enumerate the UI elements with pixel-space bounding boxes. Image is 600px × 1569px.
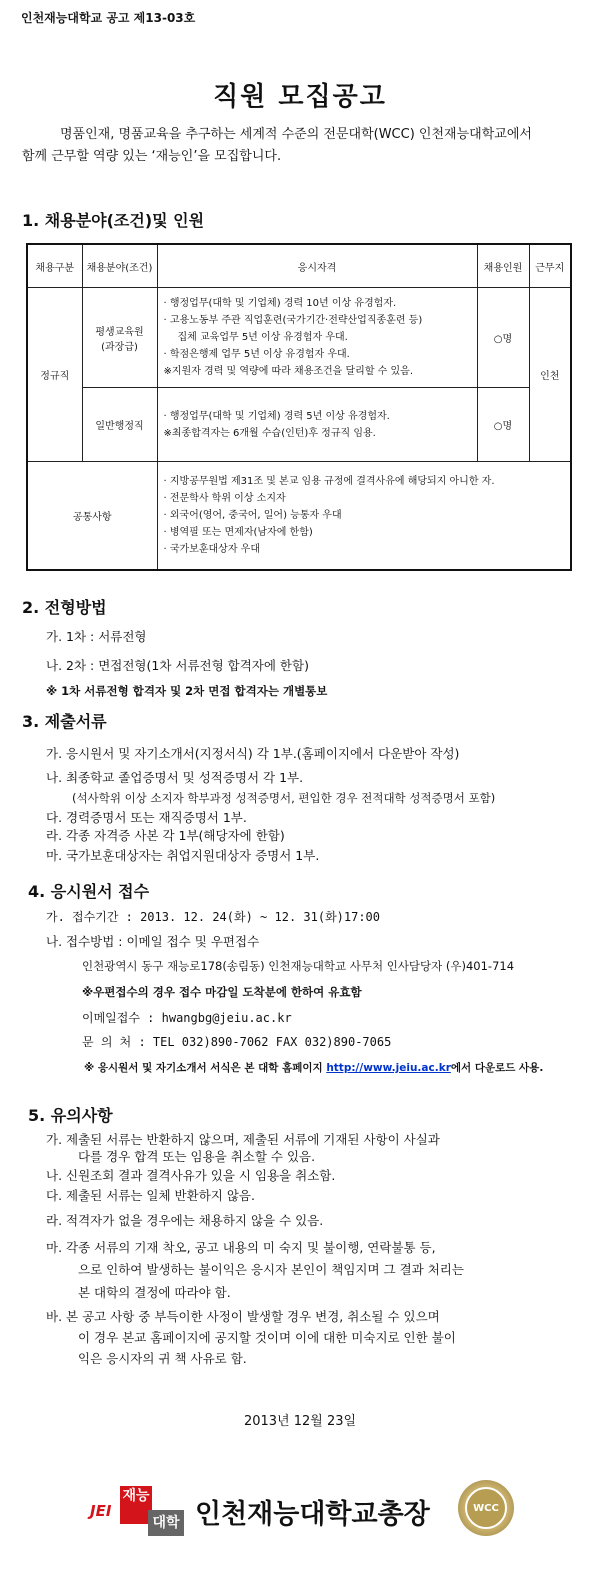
university-logo-icon: 재능 [120,1486,152,1524]
location-cell: 인천 [529,288,571,462]
header-location: 근무지 [529,244,571,288]
university-logo-sub: 대학교 [148,1510,184,1536]
category-cell: 정규직 [27,288,82,462]
application-method: 나. 접수방법 : 이메일 접수 및 우편접수 [46,934,260,949]
caution-line: 다. 제출된 서류는 일체 반환하지 않음. [46,1188,255,1203]
caution-line: 본 대학의 결정에 따라야 함. [78,1285,231,1300]
document-item: 나. 최종학교 졸업증명서 및 성적증명서 각 1부. [46,770,304,785]
selection-note: ※ 1차 서류전형 합격자 및 2차 면접 합격자는 개별통보 [46,684,328,698]
section-1-heading: 1. 채용분야(조건)및 인원 [22,211,205,230]
page-title: 직원 모집공고 [213,82,387,112]
header-field: 채용분야(조건) [82,244,157,288]
selection-item: 나. 2차 : 면접전형(1차 서류전형 합격자에 한함) [46,658,309,673]
caution-line: 마. 각종 서류의 기재 착오, 공고 내용의 미 숙지 및 불이행, 연락불통 등, [46,1240,436,1255]
header-qualifications: 응시자격 [157,244,477,288]
caution-line: 나. 신원조회 결과 결격사유가 있을 시 임용을 취소함. [46,1168,336,1183]
common-label-cell: 공통사항 [27,462,157,570]
document-item: 마. 국가보훈대상자는 취업지원대상자 증명서 1부. [46,848,320,863]
postal-note: ※우편접수의 경우 접수 마감일 도착분에 한하여 유효함 [82,985,362,999]
phone-contact: 문 의 처 : TEL 032)890-7062 FAX 032)890-7065 [82,1035,392,1049]
caution-line: 라. 적격자가 없을 경우에는 채용하지 않을 수 있음. [46,1213,324,1228]
caution-line: 가. 제출된 서류는 반환하지 않으며, 제출된 서류에 기재된 사항이 사실과 [46,1132,440,1147]
table-row [27,288,571,388]
section-4-heading: 4. 응시원서 접수 [28,882,150,901]
download-note: ※ 응시원서 및 자기소개서 서식은 본 대학 홈페이지 http://www.jeiu.ac.kr에서 다운로드 사용. [84,1062,544,1074]
table-header-row [27,244,571,288]
qualifications-cell: · 행정업무(대학 및 기업체) 경력 10년 이상 유경험자. · 고용노동부 주관 직업훈련(국가기간·전략산업직종훈련 등) 집체 교육업무 5년 이상 유경험자 우대. · 학점은행제 업무 5년 이상 유경험자 우대. ※지원자 경력 및 역량에 따라 채용조건을 달리할 수 있음. [157,288,477,388]
document-item: 다. 경력증명서 또는 재직증명서 1부. [46,810,247,825]
field-cell: 평생교육원 (과장급) [82,288,157,388]
field-cell: 일반행정직 [82,388,157,462]
section-3-heading: 3. 제출서류 [22,712,107,731]
caution-line: 으로 인하여 발생하는 불이익은 응시자 본인이 책임지며 그 결과 처리는 [78,1262,464,1277]
common-cell: · 지방공무원법 제31조 및 본교 임용 규정에 결격사유에 해당되지 아니한 자. · 전문학사 학위 이상 소지자 · 외국어(영어, 중국어, 일어) 능통자 우대 · 병역필 또는 면제자(남자에 한함) · 국가보훈대상자 우대 [157,462,571,570]
notice-date: 2013년 12월 23일 [243,1414,357,1429]
caution-line: 다를 경우 합격 또는 임용을 취소할 수 있음. [78,1149,316,1164]
table-row [27,462,571,570]
caution-line: 이 경우 본교 홈페이지에 공지할 것이며 이에 대한 미숙지로 인한 불이 [78,1330,456,1345]
header-category: 채용구분 [27,244,82,288]
document-item: 라. 각종 자격증 사본 각 1부(해당자에 한함) [46,828,285,843]
intro-line-1: 명품인재, 명품교육을 추구하는 세계적 수준의 전문대학(WCC) 인천재능대학교에서 [60,127,532,142]
selection-item: 가. 1차 : 서류전형 [46,629,147,644]
application-period: 가. 접수기간 : 2013. 12. 24(화) ~ 12. 31(화)17:00 [46,910,381,924]
email-contact: 이메일접수 : hwangbg@jeiu.ac.kr [82,1011,292,1025]
intro-paragraph [22,124,582,168]
document-item: 가. 응시원서 및 자기소개서(지정서식) 각 1부.(홈페이지에서 다운받아 작성) [46,746,460,761]
count-cell: ○명 [477,388,529,462]
homepage-link[interactable]: http://www.jeiu.ac.kr [326,1062,451,1074]
notice-number: 인천재능대학교 공고 제13-03호 [21,11,196,25]
caution-line: 바. 본 공고 사항 중 부득이한 사정이 발생할 경우 변경, 취소될 수 있으며 [46,1309,440,1324]
document-item-note: (석사학위 이상 소지자 학부과정 성적증명서, 편입한 경우 전적대학 성적증명서 포함) [72,791,496,805]
count-cell: ○명 [477,288,529,388]
recruitment-table [26,243,572,571]
caution-line: 익은 응시자의 귀 책 사유로 함. [78,1351,247,1366]
header-count: 채용인원 [477,244,529,288]
section-5-heading: 5. 유의사항 [28,1106,113,1125]
mailing-address: 인천광역시 동구 재능로178(송림동) 인천재능대학교 사무처 인사담당자 (우)401-714 [82,959,515,973]
section-2-heading: 2. 전형방법 [22,598,107,617]
intro-line-2: 함께 근무할 역량 있는 ‘재능인’을 모집합니다. [22,149,282,164]
president-signature [90,1484,520,1557]
jei-logo: JEI [90,1502,112,1520]
wcc-seal-icon: WCC [458,1480,514,1536]
president-title: 인천재능대학교총장 [195,1499,430,1530]
qualifications-cell: · 행정업무(대학 및 기업체) 경력 5년 이상 유경험자. ※최종합격자는 6개월 수습(인턴)후 정규직 임용. [157,388,477,462]
table-row [27,388,571,462]
